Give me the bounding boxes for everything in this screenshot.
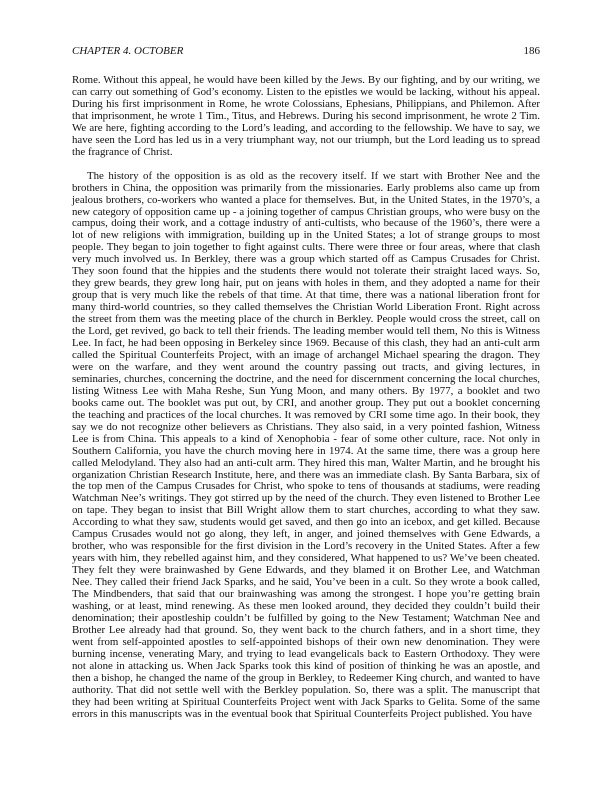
chapter-title: CHAPTER 4. OCTOBER [72, 45, 184, 57]
paragraph: The history of the opposition is as old as the recovery itself. If we start with Brother Nee and the brothers in China, the opposition was primarily from the missionaries. Early problems also came up from jealous brothers, co-workers who wanted a place for themselves. But, in the United States, in the 1970’s, a new category of opposition came up - a joining together of campus Christian groups, who were busy on the campus, doing their work, and a cottage industry of anti-cultists, who because of the 1960’s, there were a lot of new religions with immigration, building up in the United States; a lot of strange groups to most people. They began to join together to fight against cults. There were three or four areas, where that clash very much involved us. In Berkley, there was a group which started off as Campus Crusades for Christ. They soon found that the hippies and the students there would not tolerate their straight laced ways. So, they grew beards, they grew long hair, put on jeans with holes in them, and they adopted a name for their group that is very much like the rebels of that time. At that time, there was a national liberation front for many third-world countries, so they called themselves the Christian World Liberation Front. Right across the street from them was the meeting place of the church in Berkley. People would cross the street, call on the Lord, get revived, go back to tell their friends. The leading member would tell them, No this is Witness Lee. In fact, he had been opposing in Berkeley since 1969. Because of this clash, they had an anti-cult arm called the Spiritual Counterfeits Project, with an image of archangel Michael spearing the dragon. They were on the warfare, and they went around the country passing out tracts, and giving lectures, in seminaries, churches, concerning the doctrine, and the need for discernment concerning the local churches, listing Witness Lee with Maha Reshe, Sun Yung Moon, and many others. By 1977, a booklet and two books came out. The booklet was put out, by CRI, and another group. They put out a booklet concerning the teaching and practices of the local churches. It was removed by CRI some time ago. In their book, they say we do not recognize other believers as Christians. They also said, in a very pointed fashion, Witness Lee is from China. This appeals to a kind of Xenophobia - fear of some other culture, race. Not only in Southern California, you have the church moving here in 1974. At the same time, there was a group here called Melodyland. They also had an anti-cult arm. They hired this man, Walter Martin, and he brought his organization Christian Research Institute, here, and there was an immediate clash. By Santa Barbara, six of the top men of the Campus Crusades for Christ, who spoke to tens of thousands at stadiums, were reading Watchman Nee’s writings. They got stirred up by the need of the church. They even listened to Brother Lee on tape. They began to insist that Bill Wright allow them to start churches, according to what they saw. According to what they saw, students would get saved, and then go into an icebox, and get killed. Because Campus Crusades would not go along, they left, in anger, and joined themselves with Gene Edwards, a brother, who was responsible for the first division in the Lord’s recovery in the United States. After a few years with him, they rebelled against him, and they considered, What happened to us? We’ve been cheated. They felt they were brainwashed by Gene Edwards, and they blamed it on Brother Lee, and Watchman Nee. They called their friend Jack Sparks, and he said, You’ve been in a cult. So they wrote a book called, The Mindbenders, that said that our brainwashing was among the strongest. I hope you’re getting brain washing, or at least, mind renewing. As these men looked around, they decided they couldn’t build their denomination; their apostleship couldn’t be fulfilled by going to the New Testament; Watchman Nee and Brother Lee already had that ground. So, they went back to the church fathers, and in a short time, they went from self-appointed apostles to self-appointed bishops of their own new denomination. They were burning incense, venerating Mary, and trying to lead evangelicals back to Eastern Orthodoxy. They were not alone in attacking us. When Jack Sparks took this kind of position of thinking he was an apostle, and then a bishop, he changed the name of the group in Berkley, to Redeemer King church, and wanted to have authority. That did not settle well with the Berkley population. So, there was a split. The manuscript that they had been writing at Spiritual Counterfeits Project went with Jack Sparks to Gelita. Some of the same errors in this manuscripts was in the eventual book that Spiritual Counterfeits Project published. You have [72, 169, 540, 720]
paragraph-continued: Rome. Without this appeal, he would have been killed by the Jews. By our fighting, and by our writing, we can carry out something of God’s economy. Listen to the epistles we would be lacking, without his appeal. During his first imprisonment in Rome, he wrote Colossians, Ephesians, Philippians, and Philemon. After that imprisonment, he wrote 1 Tim., Titus, and Hebrews. During his second imprisonment, he wrote 2 Tim. We are here, fighting according to the Lord’s leading, and according to the fellowship. We have to say, we have seen the Lord has led us in a very triumphant way, not our triumph, but the Lord leading us to spread the fragrance of Christ. [72, 74, 540, 158]
page-number: 186 [523, 45, 540, 57]
running-header [72, 44, 540, 58]
document-page [72, 44, 540, 721]
body-text [72, 75, 540, 721]
